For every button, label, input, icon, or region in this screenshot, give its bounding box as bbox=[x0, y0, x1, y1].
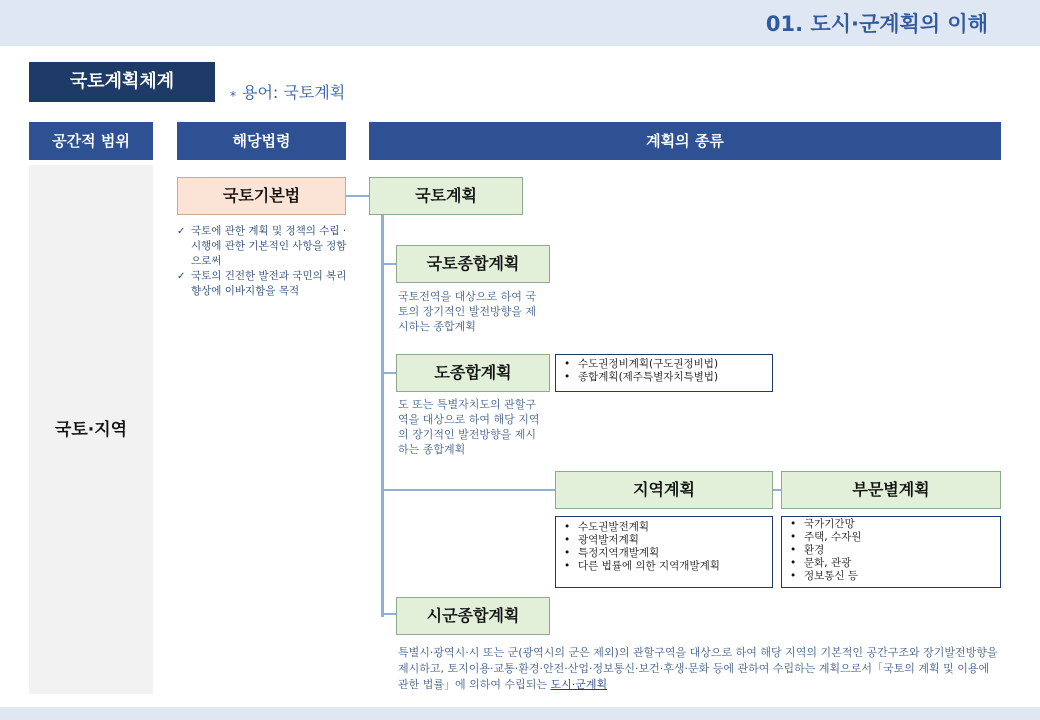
regional-plan-item: • 특정지역개발계획 bbox=[560, 547, 768, 560]
regional-plan-box: 지역계획 bbox=[555, 471, 773, 509]
law-bullet: ✓ 국토에 관한 계획 및 정책의 수립 · 시행에 관한 기본적인 사항을 정함으로써 bbox=[177, 224, 347, 269]
connector-provincial bbox=[381, 372, 396, 374]
connector-regional bbox=[381, 489, 556, 491]
sectoral-plan-box: 부문별계획 bbox=[781, 471, 1001, 509]
connector-law-national bbox=[346, 195, 370, 197]
term-note-text: 용어: 국토계획 bbox=[242, 83, 346, 102]
city-plan-link[interactable]: 도시·군계획 bbox=[550, 678, 608, 691]
provincial-related-plans bbox=[555, 354, 773, 392]
asterisk-icon: * bbox=[230, 89, 236, 103]
sectoral-plan-item: • 국가기간망 bbox=[786, 518, 996, 531]
regional-plan-list bbox=[555, 516, 773, 588]
sectoral-plan-item: • 정보통신 등 bbox=[786, 570, 996, 583]
law-bullet: ✓ 국토의 건전한 발전과 국민의 복리향상에 이바지함을 목적 bbox=[177, 269, 347, 299]
column-header-law: 해당법령 bbox=[177, 122, 346, 160]
column-header-plan-types: 계획의 종류 bbox=[369, 122, 1001, 160]
national-plan-box: 국토계획 bbox=[369, 177, 523, 215]
comprehensive-plan-desc: 국토전역을 대상으로 하여 국토의 장기적인 발전방향을 제시하는 종합계획 bbox=[398, 290, 537, 333]
related-plan-item: • 수도권정비계획(구도권정비법) bbox=[560, 358, 768, 371]
city-plan-box: 시군종합계획 bbox=[396, 597, 550, 635]
city-plan-desc bbox=[398, 645, 1003, 693]
sectoral-plan-list bbox=[781, 516, 1001, 588]
connector-trunk bbox=[381, 215, 384, 617]
scope-value: 국토·지역 bbox=[54, 420, 128, 440]
related-plan-item: • 종합계획(제주특별자치특별법) bbox=[560, 371, 768, 384]
regional-plan-item: • 광역발저계획 bbox=[560, 534, 768, 547]
term-note bbox=[230, 80, 345, 103]
law-description bbox=[177, 224, 347, 299]
sectoral-plan-item: • 문화, 관광 bbox=[786, 557, 996, 570]
city-plan-desc-text: 특별시·광역시·시 또는 군(광역시의 군은 제외)의 관할구역을 대상으로 하여 해당 지역의 기본적인 공간구조와 장기발전방향을 제시하고, 토지이용·교통·환경·안전·산업·정보통신·보건·후생·문화 등에 관하여 수립하는 계획으로서「국토의 계획 및 이용에 관한 법률」에 의하여 수립되는 bbox=[398, 646, 998, 691]
sectoral-plan-item: • 환경 bbox=[786, 544, 996, 557]
comprehensive-plan-box: 국토종합계획 bbox=[396, 245, 550, 283]
provincial-plan-box: 도종합계획 bbox=[396, 354, 550, 392]
regional-plan-item: • 수도권발전계획 bbox=[560, 521, 768, 534]
connector-comprehensive bbox=[381, 263, 396, 265]
provincial-plan-desc: 도 또는 특별자치도의 관할구역을 대상으로 하여 해당 지역의 장기적인 발전방향을 제시하는 종합계획 bbox=[398, 398, 540, 456]
regional-plan-item: • 다른 법률에 의한 지역개발계획 bbox=[560, 560, 768, 573]
column-header-scope: 공간적 범위 bbox=[29, 122, 153, 160]
law-box: 국토기본법 bbox=[177, 177, 346, 215]
section-title: 국토계획체계 bbox=[29, 62, 215, 102]
connector-city bbox=[381, 613, 396, 615]
footer-bar bbox=[0, 707, 1040, 720]
page-title: 01. 도시·군계획의 이해 bbox=[765, 12, 988, 36]
sectoral-plan-item: • 주택, 수자원 bbox=[786, 531, 996, 544]
